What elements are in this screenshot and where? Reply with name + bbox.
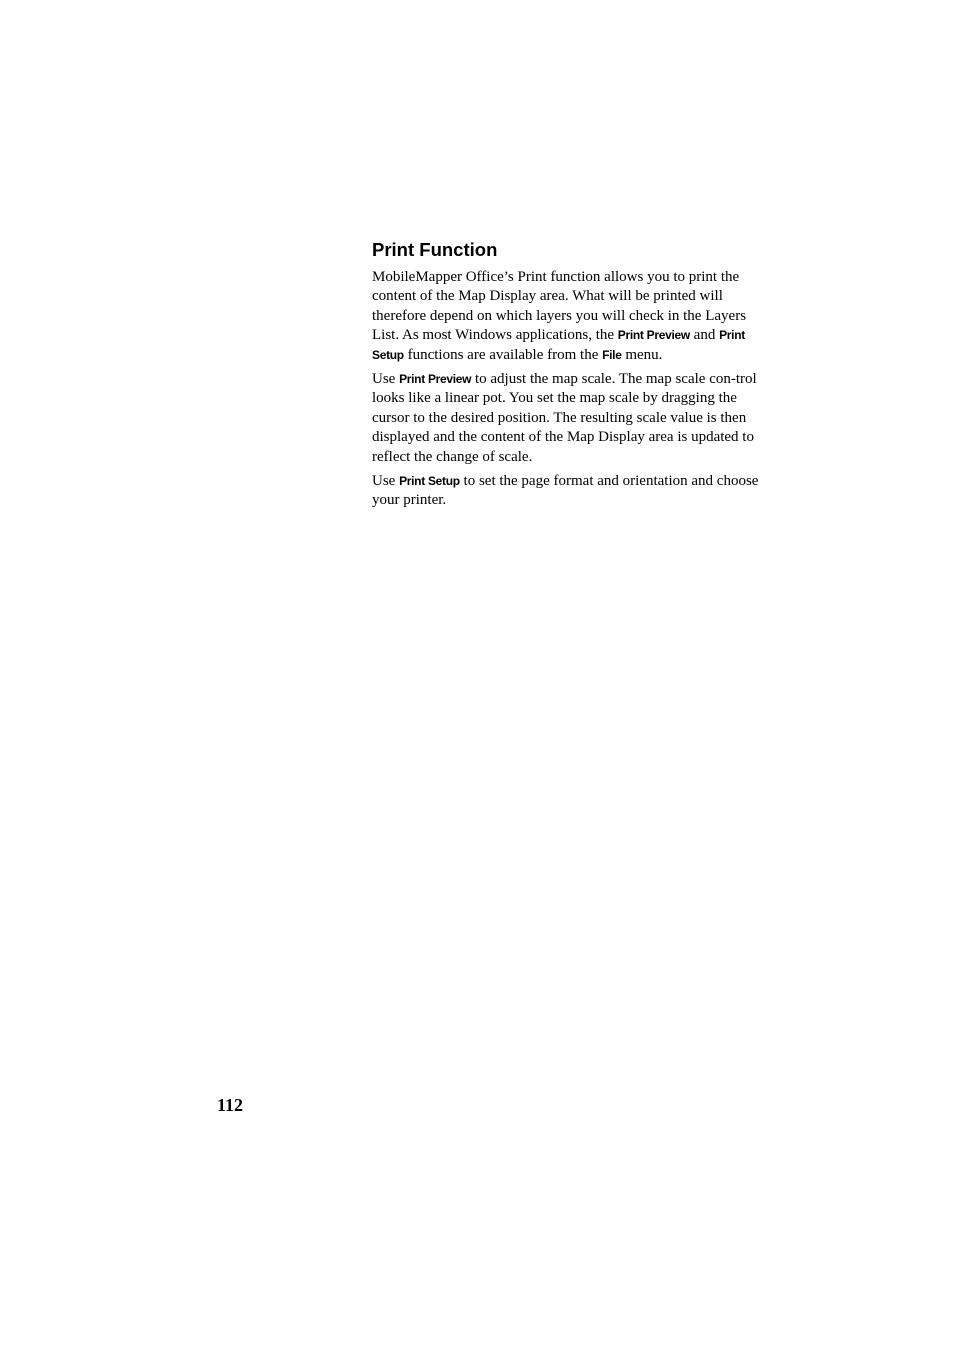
intro-paragraph [372,268,764,365]
intro-text-2: and [689,327,720,344]
setup-text-2: to set the page format and orientation and choose your printer. [372,473,759,509]
print-preview-term: Print Preview [617,328,690,343]
print-setup-term: Print Setup [399,474,460,489]
preview-text-2: to adjust the map scale. The map scale con-trol looks like a linear pot. You set the map scale by dragging the cursor to the desired position. The resulting scale value is then displayed and the content of the Map Display area is updated to reflect the change of scale. [372,371,757,465]
intro-text-3: functions are available from the [403,346,603,363]
setup-text-1: Use [372,473,400,490]
file-menu-term: File [602,347,622,362]
intro-text-4: menu. [621,346,663,363]
print-setup-term: Print Setup [372,328,745,362]
print-setup-paragraph [372,472,764,511]
preview-text-1: Use [372,371,400,388]
page-number: 112 [217,1095,244,1115]
print-preview-paragraph [372,370,764,467]
intro-text-1: MobileMapper Office’s Print function allows you to print the content of the Map Display area. What will be printed will therefore depend on which layers you will check in the Layers List. As most Windows applications, the [372,269,747,344]
section-heading: Print Function [372,239,498,260]
print-function-section [372,238,764,516]
print-preview-term: Print Preview [399,372,472,387]
